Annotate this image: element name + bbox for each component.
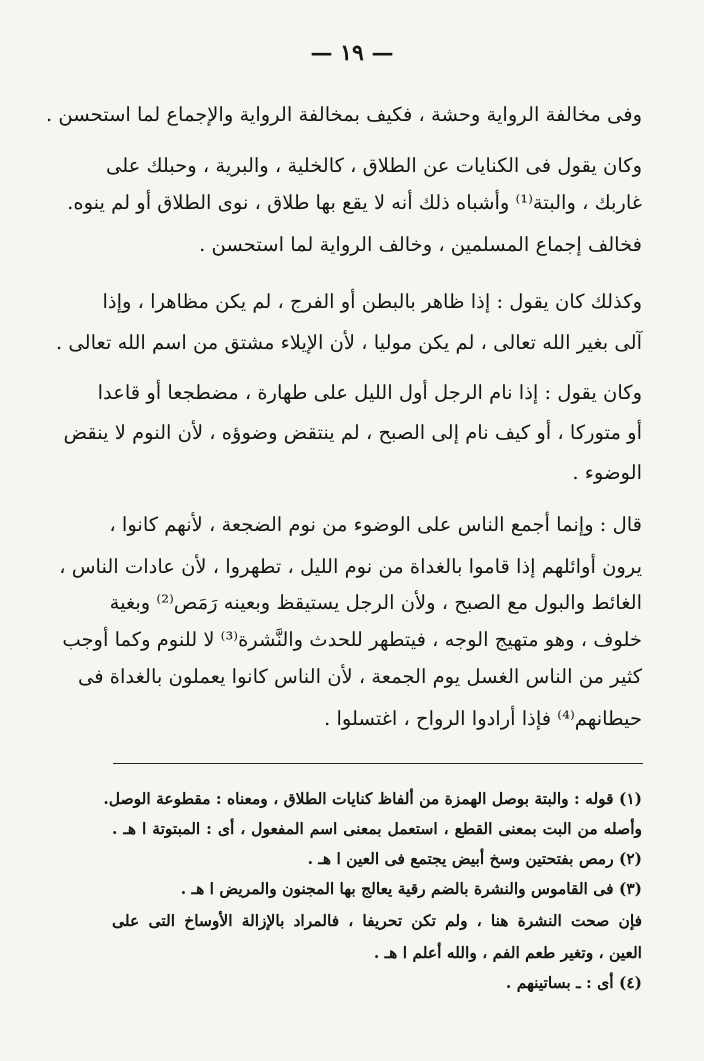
body-line: وكان يقول فى الكنايات عن الطلاق ، كالخلية ، والبرية ، وحبلك على: [105, 154, 642, 177]
body-line: آلى بغير الله تعالى ، لم يكن موليا ، لأن الإيلاء مشتق من اسم الله تعالى .: [56, 331, 642, 354]
body-line: فخالف إجماع المسلمين ، وخالف الرواية لما استحسن .: [199, 233, 642, 256]
page-number: — ١٩ —: [310, 40, 394, 66]
body-line: وكذلك كان يقول : إذا ظاهر بالبطن أو الفرج ، لم يكن مظاهرا ، وإذا: [102, 290, 642, 313]
body-line: الوضوء .: [572, 461, 642, 484]
footnote-line: العين ، وتغير طعم الفم ، والله أعلم ا هـ .: [373, 943, 642, 962]
footnote-line: (٤) أى : ـ بساتينهم .: [505, 973, 642, 992]
body-line: قال : وإنما أجمع الناس على الوضوء من نوم الضجعة ، لأنهم كانوا ،: [109, 513, 642, 536]
footnote-divider: [113, 763, 643, 764]
body-line: وكان يقول : إذا نام الرجل أول الليل على طهارة ، مضطجعا أو قاعدا: [97, 381, 642, 404]
body-line: خلوف ، وهو متهيج الوجه ، فيتطهر للحدث والنَّشرة⁽³⁾ لا للنوم وكما أوجب: [62, 628, 642, 651]
footnote-line: وأصله من البت بمعنى القطع ، استعمل بمعنى اسم المفعول ، أى : المبتوتة ا هـ .: [112, 819, 642, 838]
body-line: حيطانهم⁽⁴⁾ فإذا أرادوا الرواح ، اغتسلوا .: [324, 707, 642, 730]
body-line: غاربك ، والبتة⁽¹⁾ وأشباه ذلك أنه لا يقع بها طلاق ، نوى الطلاق أو لم ينوه.: [67, 191, 642, 214]
body-line: يرون أوائلهم إذا قاموا بالغداة من نوم الليل ، تطهروا ، لأن عادات الناس ،: [59, 555, 642, 578]
body-line: وفى مخالفة الرواية وحشة ، فكيف بمخالفة الرواية والإجماع لما استحسن .: [45, 103, 642, 126]
body-line: أو متوركا ، أو كيف نام إلى الصبح ، لم ينتقض وضوؤه ، لأن النوم لا ينقض: [63, 421, 642, 444]
footnote-line: (١) قوله : والبتة بوصل الهمزة من ألفاظ كنايات الطلاق ، ومعناه : مقطوعة الوصل.: [103, 789, 642, 808]
footnote-line: (٢) رمص بفتحتين وسخ أبيض يجتمع فى العين ا هـ .: [307, 849, 642, 868]
body-line: كثير من الناس الغسل يوم الجمعة ، لأن الناس كانوا يعملون بالغداة فى: [77, 665, 642, 688]
footnote-line: (٣) فى القاموس والنشرة بالضم رقية يعالج بها المجنون والمريض ا هـ .: [180, 879, 642, 898]
footnote-line: فإن صحت النشرة هنا ، ولم تكن تحريفا ، فالمراد بالإزالة الأوساخ التى على: [112, 911, 642, 930]
body-line: الغائط والبول مع الصبح ، ولأن الرجل يستيقظ وبعينه رَمَص⁽²⁾ وبغية: [109, 591, 642, 614]
